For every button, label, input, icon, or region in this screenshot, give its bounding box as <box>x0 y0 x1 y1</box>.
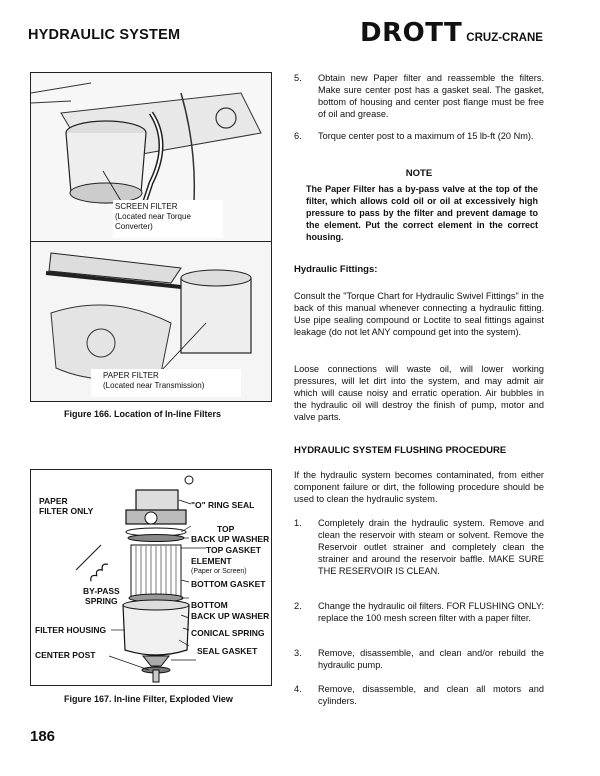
bypass-spring-label: BY-PASS SPRING <box>83 586 120 606</box>
bottom-label: BOTTOM <box>191 600 228 610</box>
flushing-step-2: 2. Change the hydraulic oil filters. FOR FLUSHING ONLY: replace the 100 mesh screen filter with a paper filter. <box>294 601 544 623</box>
figure-167-caption: Figure 167. In-line Filter, Exploded View <box>64 694 233 704</box>
filter-housing-label: FILTER HOUSING <box>35 625 107 635</box>
figure-166-caption: Figure 166. Location of In-line Filters <box>64 409 222 419</box>
conical-spring-label: CONICAL SPRING <box>191 628 265 638</box>
flushing-heading: HYDRAULIC SYSTEM FLUSHING PROCEDURE <box>294 445 507 456</box>
note-title: NOTE <box>405 168 433 179</box>
flushing-step-4: 4. Remove, disassemble, and clean all motors and cylinders. <box>294 684 544 706</box>
brand-logo <box>360 18 543 48</box>
step-6: 6. Torque center post to a maximum of 15 lb-ft (20 Nm). <box>294 131 534 141</box>
element-sub-label: (Paper or Screen) <box>191 568 247 575</box>
flushing-step-1: 1. Completely drain the hydraulic system. Remove and clean the reservoir with steam or solvent. Remove the Reservoir outlet strainer and completely clean the strainer and around the reservoir baffle. MAKE SURE THE RESERVOIR IS CLEAN. <box>294 518 544 576</box>
bottom-gasket-label: BOTTOM GASKET <box>191 579 266 589</box>
fittings-heading: Hydraulic Fittings: <box>294 264 378 275</box>
center-post-label: CENTER POST <box>35 650 96 660</box>
o-ring-seal-label: "O" RING SEAL <box>191 500 255 510</box>
screen-filter-label: SCREEN FILTER (Located near Torque Converter) <box>115 202 191 231</box>
top-backup-washer-label: BACK UP WASHER <box>191 534 270 544</box>
bottom-backup-washer-label: BACK UP WASHER <box>191 611 270 621</box>
filter-location-photos <box>31 73 271 401</box>
figure-divider <box>31 241 271 242</box>
page-number: 186 <box>30 728 56 745</box>
fittings-paragraph-1: Consult the "Torque Chart for Hydraulic Swivel Fittings" in the back of this manual whenever connecting a hydraulic fitting. Use pipe sealing compound or Loctite to seal fittings against leakage (do not let ANY compound get into the system). <box>294 291 544 337</box>
section-title: HYDRAULIC SYSTEM <box>28 27 181 43</box>
paper-filter-label: PAPER FILTER (Located near Transmission) <box>103 371 205 390</box>
step-5: 5. Obtain new Paper filter and reassemble the filters. Make sure center post has a gasket seal. The gasket, bottom of housing and center post flange must be free of oil and grease. <box>294 73 544 119</box>
brand-subtitle: CRUZ-CRANE <box>466 32 543 44</box>
seal-gasket-label: SEAL GASKET <box>197 646 258 656</box>
figure-166-photos <box>30 72 272 402</box>
flushing-step-3: 3. Remove, disassemble, and clean and/or rebuild the hydraulic pump. <box>294 648 544 670</box>
top-label: TOP <box>217 524 235 534</box>
brand-name: DROTT <box>360 18 463 48</box>
top-gasket-label: TOP GASKET <box>206 545 261 555</box>
figure-167-exploded-view <box>30 469 272 686</box>
note-body: The Paper Filter has a by-pass valve at the top of the filter, which allows cold oil or oil at excessively high pressure to pass by the filter and prevent damage to the element. Put the correct element in the correct housing. <box>306 184 538 242</box>
fittings-paragraph-2: Loose connections will waste oil, will lower working pressures, will let dirt into the system, and may admit air which will cause noisy and erratic operation. Air bubbles in the hydraulic oil will destroy the finish of pump, motor and valve parts. <box>294 364 544 422</box>
flushing-intro: If the hydraulic system becomes contaminated, from either component failure or dirt, the following procedure should be used to clean the hydraulic system. <box>294 470 544 504</box>
paper-filter-only-label: PAPER FILTER ONLY <box>39 496 94 516</box>
element-label: ELEMENT <box>191 556 232 566</box>
